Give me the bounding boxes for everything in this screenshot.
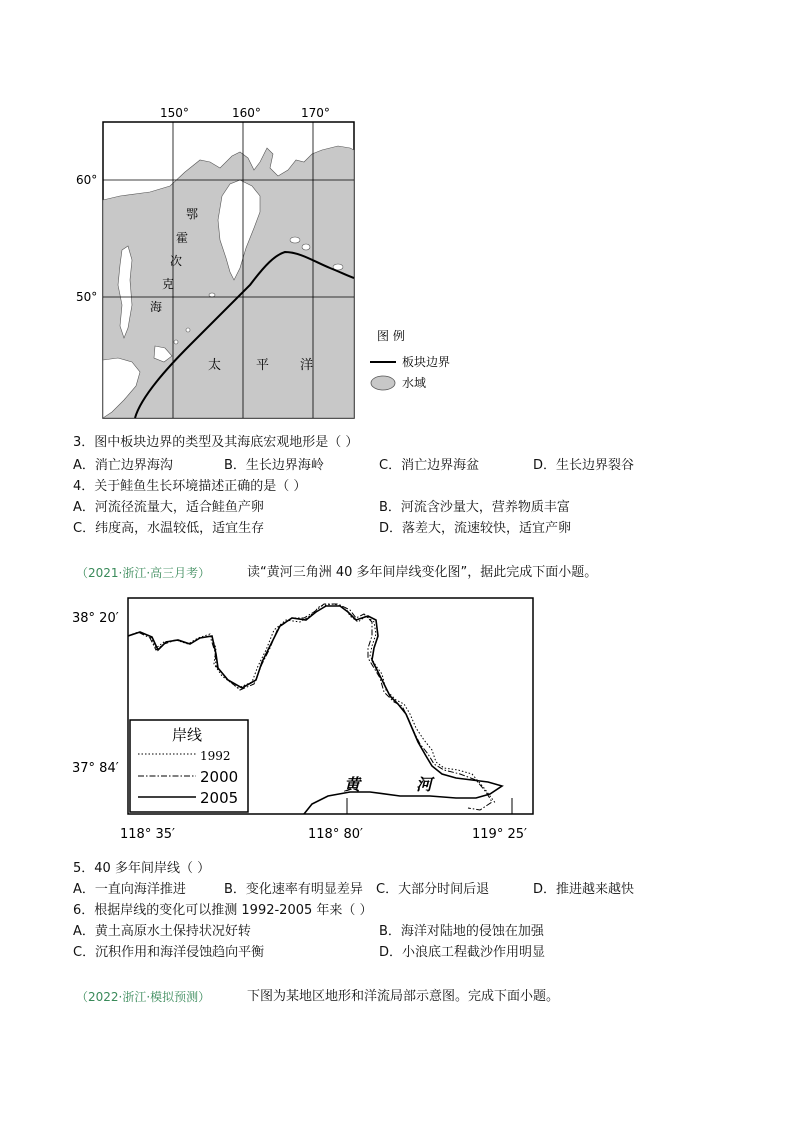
q4-option-b: B．河流含沙量大，营养物质丰富 [379,500,570,515]
map1-lat-60: 60° [76,173,98,187]
q5-option-d: D．推进越来越快 [533,882,635,897]
q5-option-a: A．一直向海洋推进 [73,882,186,897]
q4-stem: 4．关于鲑鱼生长环境描述正确的是（ ） [73,479,307,494]
svg-text:霍: 霍 [176,231,189,245]
q4-option-d: D．落差大，流速较快，适宜产卵 [379,521,572,536]
q6-stem: 6．根据岸线的变化可以推测 1992-2005 年来（ ） [73,903,373,918]
map1-legend-title: 图 例 [377,329,405,343]
svg-text:黄: 黄 [344,775,361,794]
svg-text:太: 太 [208,358,222,373]
map1-legend-water: 水域 [402,376,427,390]
q5-option-c: C．大部分时间后退 [376,882,490,897]
svg-text:平: 平 [256,358,270,373]
q6-option-a: A．黄土高原水土保持状况好转 [73,924,251,939]
map1-legend-boundary: 板块边界 [402,355,451,369]
map2-lon-3: 119° 25′ [472,827,527,842]
map-okhotsk [60,100,480,425]
q5-option-b: B．变化速率有明显差异 [224,882,363,897]
map2-legend-title: 岸线 [172,726,203,744]
map-yellow-river-delta [60,592,550,848]
map1-lon-160: 160° [232,106,261,120]
svg-text:河: 河 [416,775,433,794]
map1-lat-50: 50° [76,290,98,304]
q6-option-c: C．沉积作用和海洋侵蚀趋向平衡 [73,945,265,960]
map2-lon-1: 118° 35′ [120,827,175,842]
q6-option-b: B．海洋对陆地的侵蚀在加强 [379,924,544,939]
svg-text:鄂: 鄂 [186,207,199,221]
legend-1992: 1992 [200,749,231,763]
intro3-text: 下图为某地区地形和洋流局部示意图。完成下面小题。 [247,989,560,1004]
svg-text:次: 次 [170,254,183,268]
map1-lon-170: 170° [301,106,330,120]
legend-2000: 2000 [200,768,239,786]
q4-option-c: C．纬度高，水温较低，适宜生存 [73,521,265,536]
q3-option-b: B．生长边界海岭 [224,458,324,473]
q3-option-a: A．消亡边界海沟 [73,458,173,473]
q3-stem: 3．图中板块边界的类型及其海底宏观地形是（ ） [73,435,359,450]
svg-text:洋: 洋 [300,358,314,373]
q5-stem: 5．40 多年间岸线（ ） [73,861,211,876]
intro3-source: （2022·浙江·模拟预测） [76,990,211,1004]
q6-option-d: D．小浪底工程截沙作用明显 [379,945,546,960]
map2-lat-bottom: 37° 84′ [72,761,119,776]
intro2-source: （2021·浙江·高三月考） [76,566,211,580]
map2-lon-2: 118° 80′ [308,827,363,842]
svg-text:克: 克 [162,277,175,291]
map1-lon-150: 150° [160,106,189,120]
q4-option-a: A．河流径流量大，适合鲑鱼产卵 [73,500,264,515]
map2-lat-top: 38° 20′ [72,611,119,626]
q3-option-c: C．消亡边界海盆 [379,458,480,473]
intro2-text: 读“黄河三角洲 40 多年间岸线变化图”，据此完成下面小题。 [247,565,598,580]
svg-text:海: 海 [150,300,163,314]
q3-option-d: D．生长边界裂谷 [533,458,635,473]
legend-2005: 2005 [200,789,239,807]
